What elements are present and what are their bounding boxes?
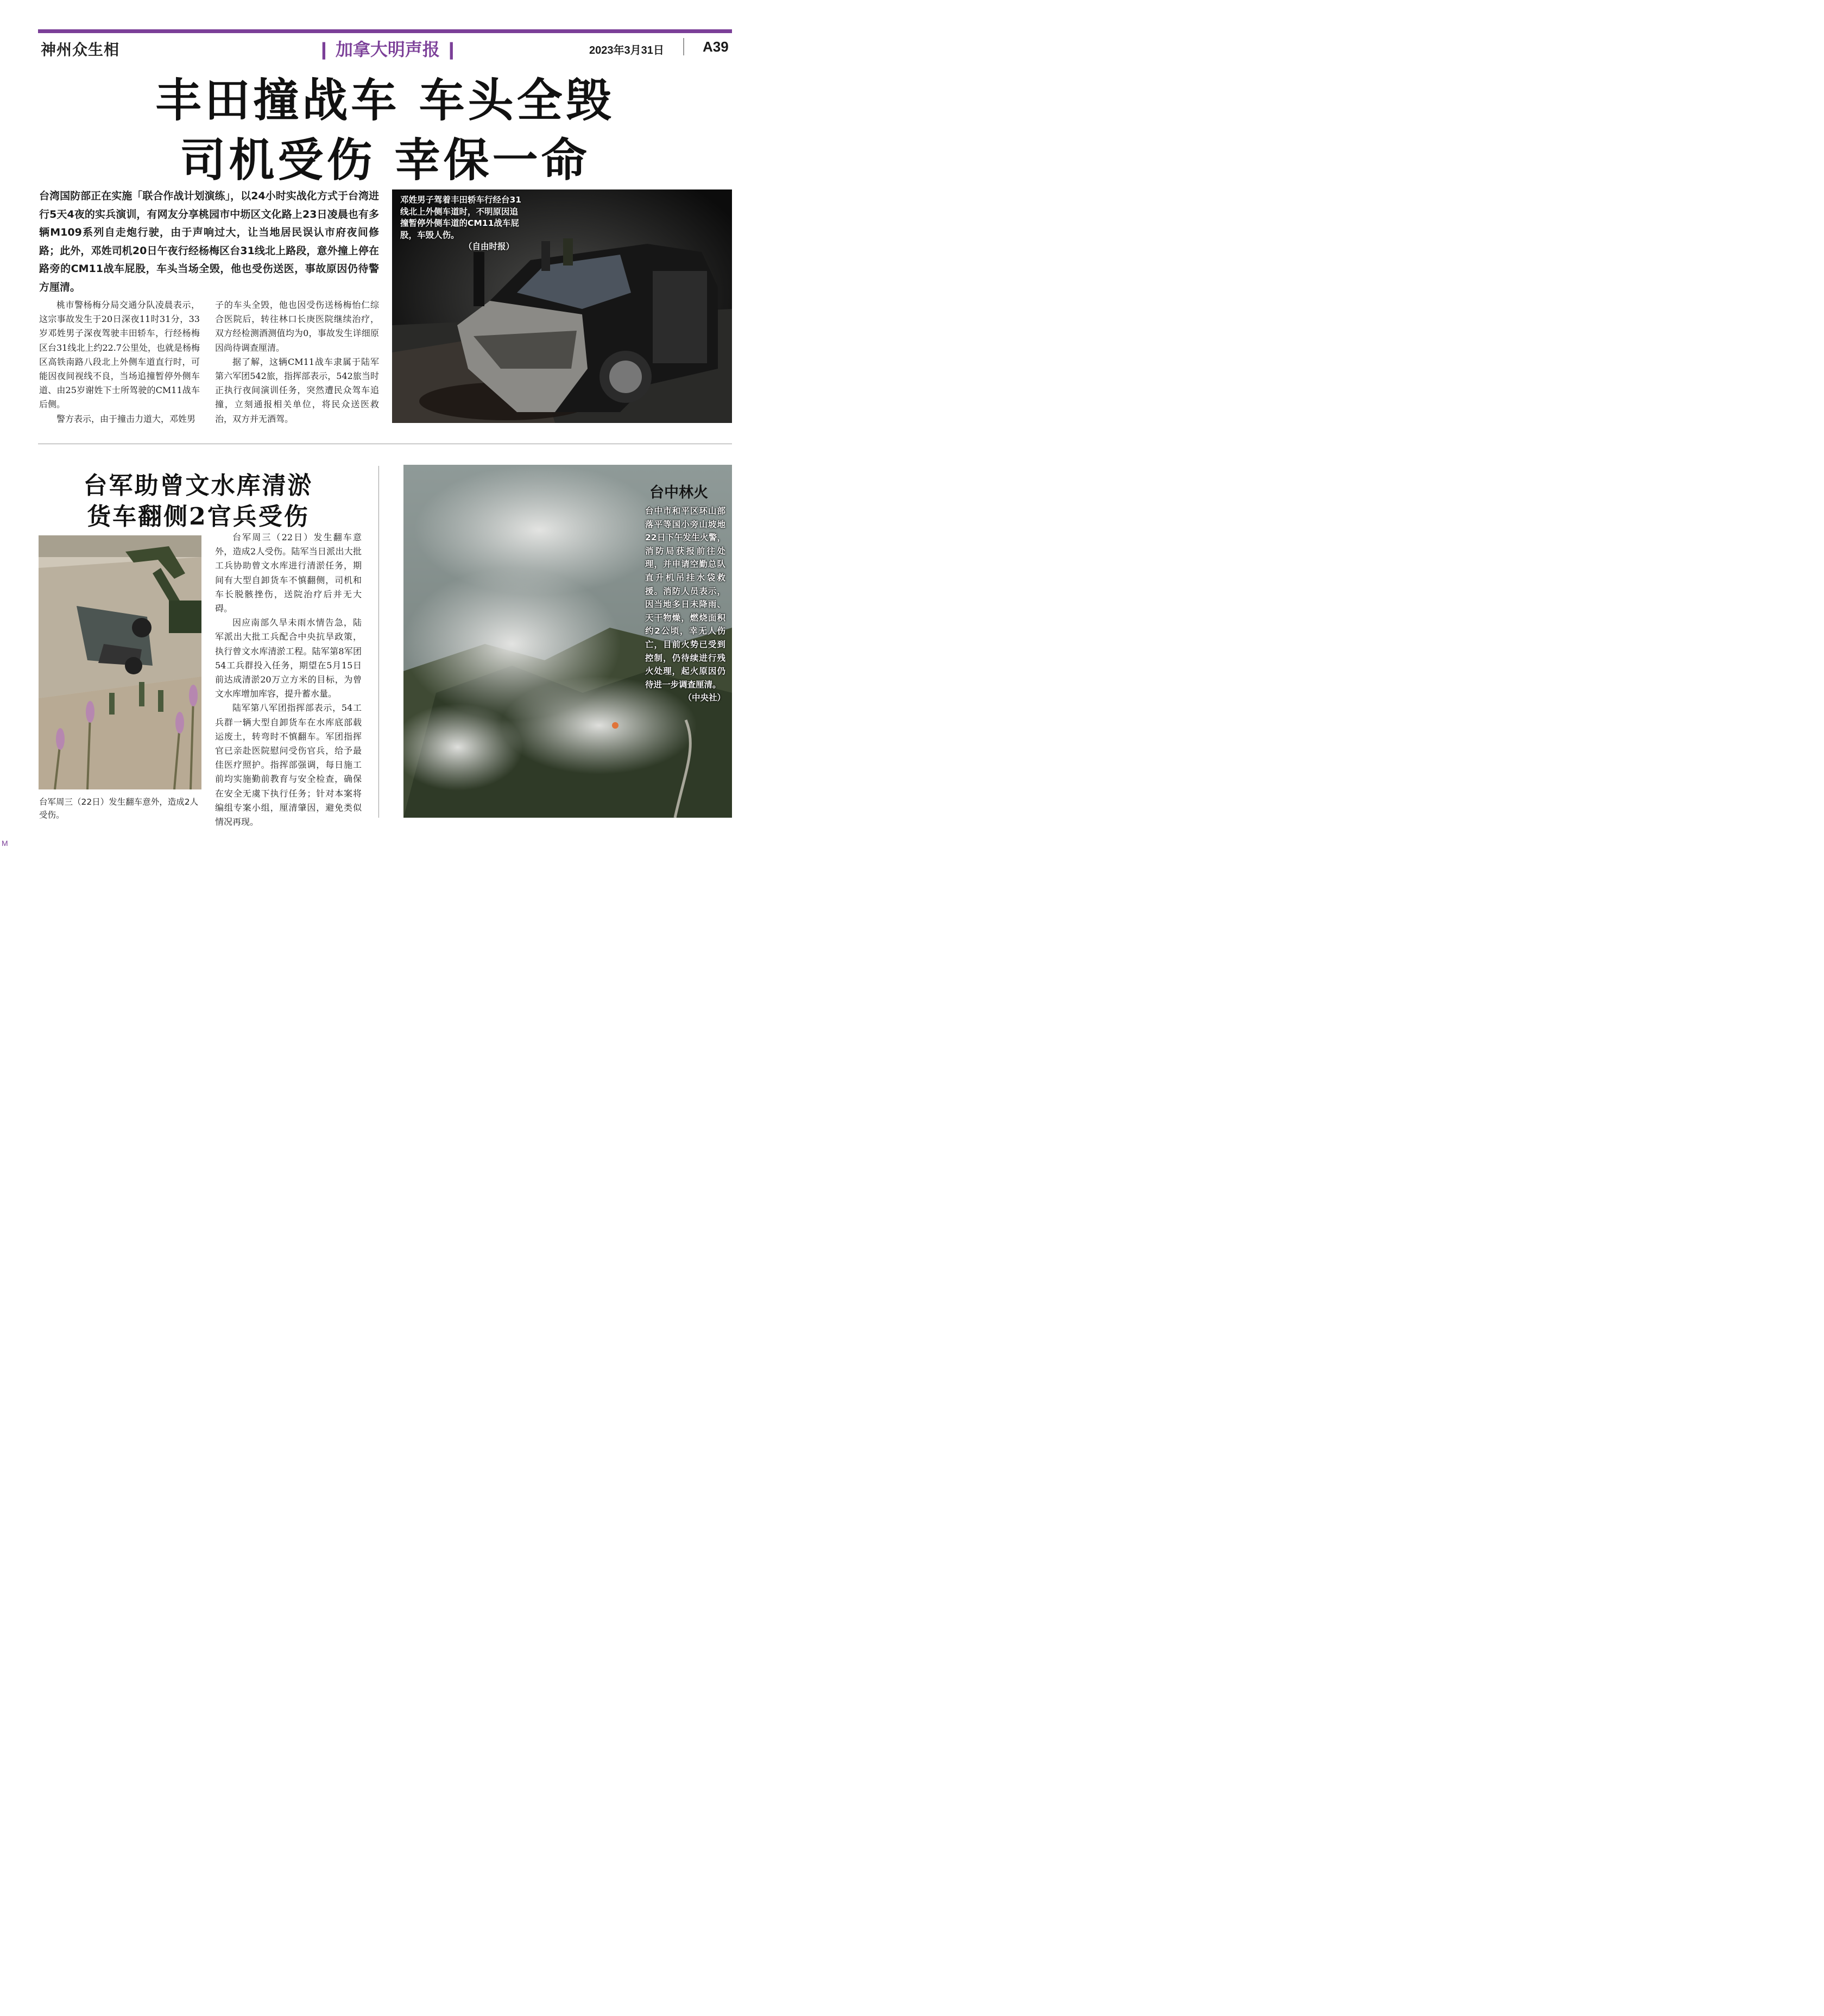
crash-photo-source: （自由时报）	[463, 242, 514, 251]
footer-mark: M	[2, 839, 8, 848]
crash-photo-caption: 邓姓男子驾着丰田轿车行经台31线北上外侧车道时，不明原因追撞暂停外侧车道的CM11战车屁股，车毁人伤。 （自由时报）	[400, 194, 525, 253]
forest-fire-caption: 台中市和平区环山部落平等国小旁山坡地22日下午发生火警，消防局获报前往处理，并申请空勤总队直升机吊挂水袋救援。消防人员表示，因当地多日未降雨、天干物燥，燃烧面积约2公顷，幸无人伤亡，目前火势已受到控制，仍待续进行残火处理，起火原因仍待进一步调查厘清。 （中央社）	[645, 504, 725, 705]
section-title: 神州众生相	[41, 41, 120, 59]
forest-fire-source: （中央社）	[683, 693, 725, 703]
story1-paragraph: 桃市警杨梅分局交通分队凌晨表示，这宗事故发生于20日深夜11时31分，33岁邓姓男子深夜驾驶丰田轿车，行经杨梅区台31线北上约22.7公里处，也就是杨梅区高铁南路八段北上外侧车道直行时，可能因夜间视线不良，当场追撞暂停外侧车道、由25岁谢姓下士所驾驶的CM11战车后侧。	[39, 300, 200, 410]
story2-headline-2: 货车翻侧2官兵受伤	[87, 503, 310, 530]
brand-name: 明声报	[387, 39, 440, 60]
story1-paragraph: 子的车头全毁，他也因受伤送杨梅怡仁综合医院后，转往林口长庚医院继续治疗，双方经检测酒测值均为0，事故发生详细原因尚待调查厘清。	[215, 300, 379, 353]
column-divider	[378, 466, 379, 818]
top-rule	[38, 29, 732, 33]
story2-paragraph: 陆军第八军团指挥部表示，54工兵群一辆大型自卸货车在水库底部载运废土，转弯时不慎翻车。军团指挥官已亲赴医院慰问受伤官兵，给予最佳医疗照护。指挥部强调，每日施工前均实施勤前教育与安全检查，确保在安全无虞下执行任务；针对本案将编组专案小组，厘清肇因，避免类似情况再现。	[215, 703, 362, 827]
masthead-divider	[683, 38, 684, 55]
issue-date: 2023年3月31日	[589, 45, 664, 56]
forest-fire-title: 台中林火	[649, 484, 708, 501]
headline-line-2: 司机受伤 幸保一命	[180, 133, 590, 187]
brand-prefix: 加拿大	[335, 39, 388, 60]
brand-logo: ❙ 加拿大明声报 ❙	[317, 39, 459, 60]
story1-column-1	[39, 298, 200, 426]
story2-paragraph: 台军周三（22日）发生翻车意外，造成2人受伤。陆军当日派出大批工兵协助曾文水库进行清淤任务，期间有大型自卸货车不慎翻侧，司机和车长脱骸挫伤，送院治疗后并无大碍。	[215, 532, 362, 614]
story1-lead: 台湾国防部正在实施「联合作战计划演练」，以24小时实战化方式于台湾进行5天4夜的实兵演训，有网友分享桃园市中坜区文化路上23日凌晨也有多辆M109系列自走炮行驶，由于声响过大，让当地居民误认市府夜间修路；此外，邓姓司机20日午夜行经杨梅区台31线北上路段，意外撞上停在路旁的CM11战车屁股，车头当场全毁，他也受伤送医，事故原因仍待警方厘清。	[39, 190, 379, 293]
story1-column-2	[215, 298, 379, 426]
story1-paragraph: 据了解，这辆CM11战车隶属于陆军第六军团542旅，指挥部表示，542旅当时正执行夜间演训任务，突然遭民众驾车追撞，立刻通报相关单位，将民众送医救治，双方并无酒驾。	[215, 356, 379, 424]
truck-photo	[39, 535, 201, 789]
headline-line-1: 丰田撞战车 车头全毁	[155, 73, 615, 127]
story1-paragraph: 警方表示，由于撞击力道大，邓姓男	[56, 413, 196, 424]
story2-column	[215, 530, 362, 829]
truck-photo-caption: 台军周三（22日）发生翻车意外，造成2人受伤。	[39, 797, 199, 820]
story2-paragraph: 因应南部久旱未雨水情告急，陆军派出大批工兵配合中央抗旱政策，执行曾文水库清淤工程。陆军第8军团54工兵群投入任务，期望在5月15日前达成清淤20万立方米的目标，为曾文水库增加库容，提升蓄水量。	[215, 617, 362, 699]
story2-headline-1: 台军助曾文水库清淤	[83, 472, 313, 500]
page-number: A39	[703, 39, 729, 55]
